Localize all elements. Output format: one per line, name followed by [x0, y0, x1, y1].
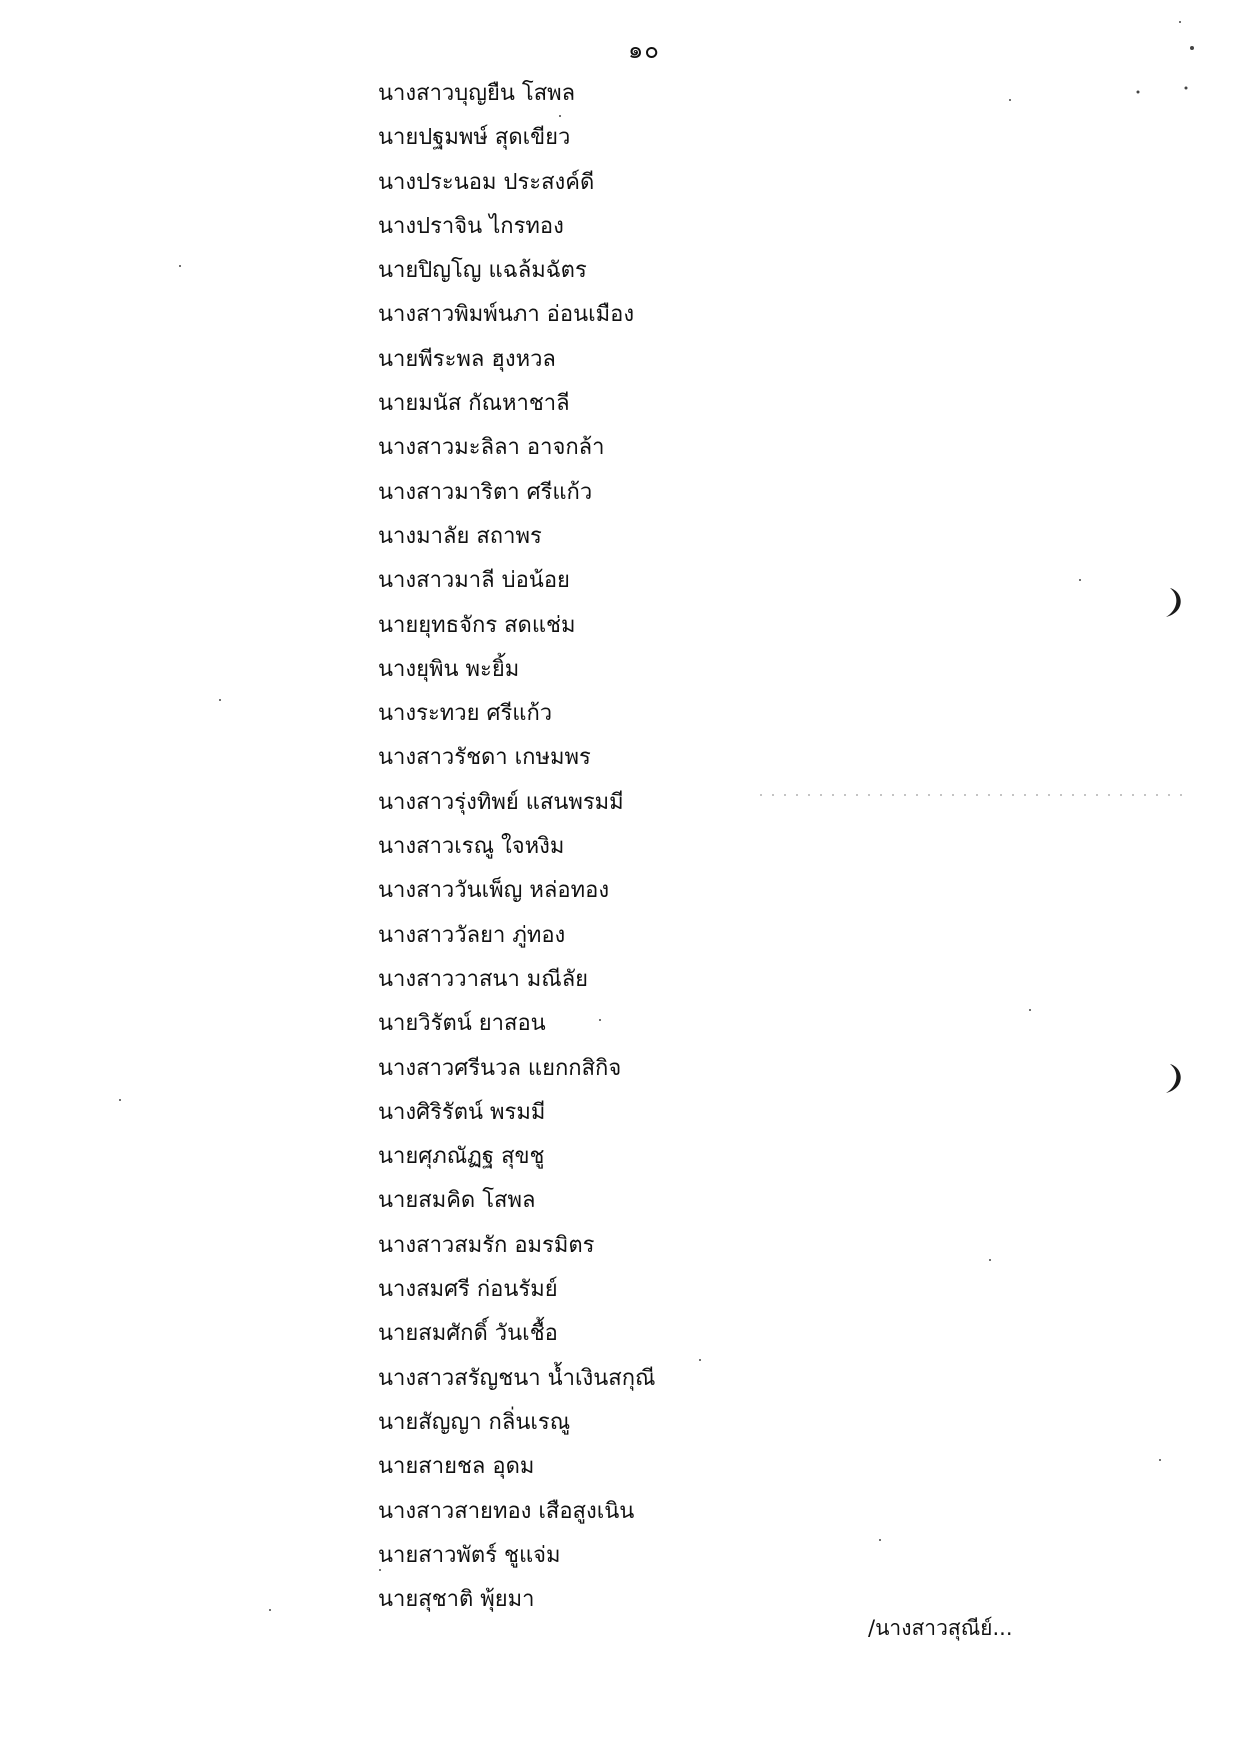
name-entry: นายวิรัตน์ ยาสอน: [378, 1011, 546, 1037]
punch-hole-mark: [1156, 1062, 1186, 1096]
name-entry: นายมนัส กัณหาชาลี: [378, 391, 570, 417]
name-entry: นางสาวบุญยืน โสพล: [378, 81, 576, 106]
name-entry: นางระทวย ศรีแก้ว: [378, 701, 553, 727]
name-entry: นางสาวสมรัก อมรมิตร: [378, 1232, 595, 1258]
name-entry: นางสาวรัชดา เกษมพร: [378, 745, 591, 771]
name-entry: นายสาวพัตร์ ชูแจ่ม: [378, 1542, 561, 1568]
name-entry: นายสัญญา กลิ่นเรณู: [378, 1409, 571, 1435]
name-entry: นางสาวมาลี บ่อน้อย: [378, 568, 570, 594]
name-entry: นางสาวพิมพ์นภา อ่อนเมือง: [378, 302, 635, 328]
name-entry: นางสาวสรัญชนา น้ำเงินสกุณี: [378, 1365, 656, 1391]
page-number: ๑๐: [628, 36, 660, 64]
name-entry: นางมาลัย สถาพร: [378, 523, 542, 549]
name-list: [378, 72, 655, 1622]
name-entry: นางสาวรุ่งทิพย์ แสนพรมมี: [378, 789, 624, 815]
name-entry: นางปราจิน ไกรทอง: [378, 213, 564, 239]
name-entry: นางสาววาสนา มณีลัย: [378, 966, 589, 992]
name-entry: นางสาวมะลิลา อาจกล้า: [378, 435, 605, 461]
name-entry: นายปฐมพษ์ สุดเขียว: [378, 125, 571, 151]
name-entry: นายสมคิด โสพล: [378, 1188, 536, 1214]
name-entry: นางสาวมาริตา ศรีแก้ว: [378, 479, 593, 505]
name-entry: นางสาววัลยา ภู่ทอง: [378, 922, 566, 948]
name-entry: นางยุพิน พะยิ้ม: [378, 656, 520, 682]
name-entry: นางสมศรี ก่อนรัมย์: [378, 1277, 558, 1303]
name-entry: นางสาวศรีนวล แยกกสิกิจ: [378, 1055, 622, 1081]
name-entry: นายปิญโญ แฉล้มฉัตร: [378, 258, 587, 284]
name-entry: นายสุชาติ พุ้ยมา: [378, 1587, 535, 1613]
punch-hole-mark: [1156, 586, 1186, 620]
name-entry: นายพีระพล ฮุงหวล: [378, 346, 556, 372]
name-entry: นางสาววันเพ็ญ หล่อทอง: [378, 878, 610, 904]
name-entry: นางสาวสายทอง เสือสูงเนิน: [378, 1498, 635, 1524]
name-entry: นายสมศักดิ์ วันเชื้อ: [378, 1321, 558, 1347]
name-entry: นางศิริรัตน์ พรมมี: [378, 1099, 546, 1125]
name-entry: นางสาวเรณู ใจหงิม: [378, 834, 565, 860]
name-entry: นายศุภณัฏฐ สุขชู: [378, 1144, 545, 1170]
continuation-note: /นางสาวสุณีย์...: [868, 1616, 1013, 1640]
name-entry: นางประนอม ประสงค์ดี: [378, 169, 595, 195]
name-entry: นายยุทธจักร สดแช่ม: [378, 612, 576, 638]
name-entry: นายสายชล อุดม: [378, 1454, 535, 1480]
